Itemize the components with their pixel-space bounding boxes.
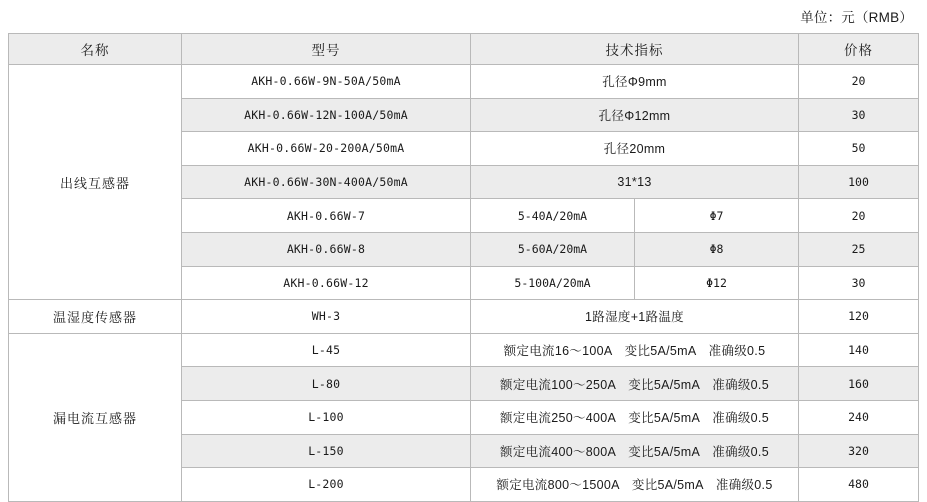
model-cell: AKH-0.66W-12 bbox=[182, 266, 471, 300]
column-header-spec: 技术指标 bbox=[471, 34, 799, 65]
model-cell: L-45 bbox=[182, 333, 471, 367]
price-cell: 50 bbox=[799, 132, 919, 166]
model-cell: L-200 bbox=[182, 468, 471, 502]
spec-current-cell: 5-60A/20mA bbox=[471, 232, 635, 266]
table-row bbox=[9, 65, 919, 99]
model-cell: WH-3 bbox=[182, 300, 471, 334]
spec-cell: 额定电流800～1500A 变比5A/5mA 准确级0.5 bbox=[471, 468, 799, 502]
spec-diameter-cell: Φ8 bbox=[635, 232, 799, 266]
spec-cell: 额定电流16～100A 变比5A/5mA 准确级0.5 bbox=[471, 333, 799, 367]
model-cell: L-150 bbox=[182, 434, 471, 468]
unit-note: 单位：元（RMB） bbox=[800, 10, 913, 25]
category-cell: 出线互感器 bbox=[9, 65, 182, 300]
spec-cell: 1路湿度+1路温度 bbox=[471, 300, 799, 334]
model-cell: AKH-0.66W-8 bbox=[182, 232, 471, 266]
column-header-name: 名称 bbox=[9, 34, 182, 65]
model-cell: AKH-0.66W-12N-100A/50mA bbox=[182, 98, 471, 132]
table-header bbox=[9, 34, 919, 65]
spec-current-cell: 5-40A/20mA bbox=[471, 199, 635, 233]
price-cell: 240 bbox=[799, 400, 919, 434]
price-cell: 20 bbox=[799, 199, 919, 233]
spec-diameter-cell: Φ12 bbox=[635, 266, 799, 300]
price-cell: 20 bbox=[799, 65, 919, 99]
spec-cell: 额定电流100～250A 变比5A/5mA 准确级0.5 bbox=[471, 367, 799, 401]
category-cell: 漏电流互感器 bbox=[9, 333, 182, 501]
model-cell: AKH-0.66W-20-200A/50mA bbox=[182, 132, 471, 166]
column-header-model: 型号 bbox=[182, 34, 471, 65]
table-row bbox=[9, 333, 919, 367]
price-cell: 480 bbox=[799, 468, 919, 502]
model-cell: AKH-0.66W-9N-50A/50mA bbox=[182, 65, 471, 99]
spec-cell: 孔径20mm bbox=[471, 132, 799, 166]
spec-cell: 额定电流400～800A 变比5A/5mA 准确级0.5 bbox=[471, 434, 799, 468]
price-cell: 160 bbox=[799, 367, 919, 401]
category-cell: 温湿度传感器 bbox=[9, 300, 182, 334]
price-cell: 100 bbox=[799, 165, 919, 199]
model-cell: AKH-0.66W-7 bbox=[182, 199, 471, 233]
model-cell: AKH-0.66W-30N-400A/50mA bbox=[182, 165, 471, 199]
model-cell: L-80 bbox=[182, 367, 471, 401]
price-cell: 120 bbox=[799, 300, 919, 334]
table-row bbox=[9, 300, 919, 334]
spec-cell: 孔径Φ9mm bbox=[471, 65, 799, 99]
model-cell: L-100 bbox=[182, 400, 471, 434]
spec-cell: 31*13 bbox=[471, 165, 799, 199]
price-cell: 320 bbox=[799, 434, 919, 468]
spec-diameter-cell: Φ7 bbox=[635, 199, 799, 233]
price-cell: 30 bbox=[799, 266, 919, 300]
table-header-row bbox=[9, 34, 919, 65]
price-cell: 30 bbox=[799, 98, 919, 132]
spec-current-cell: 5-100A/20mA bbox=[471, 266, 635, 300]
column-header-price: 价格 bbox=[799, 34, 919, 65]
price-cell: 140 bbox=[799, 333, 919, 367]
spec-cell: 孔径Φ12mm bbox=[471, 98, 799, 132]
product-price-table bbox=[8, 33, 919, 502]
table-body bbox=[9, 65, 919, 502]
price-cell: 25 bbox=[799, 232, 919, 266]
spec-cell: 额定电流250～400A 变比5A/5mA 准确级0.5 bbox=[471, 400, 799, 434]
